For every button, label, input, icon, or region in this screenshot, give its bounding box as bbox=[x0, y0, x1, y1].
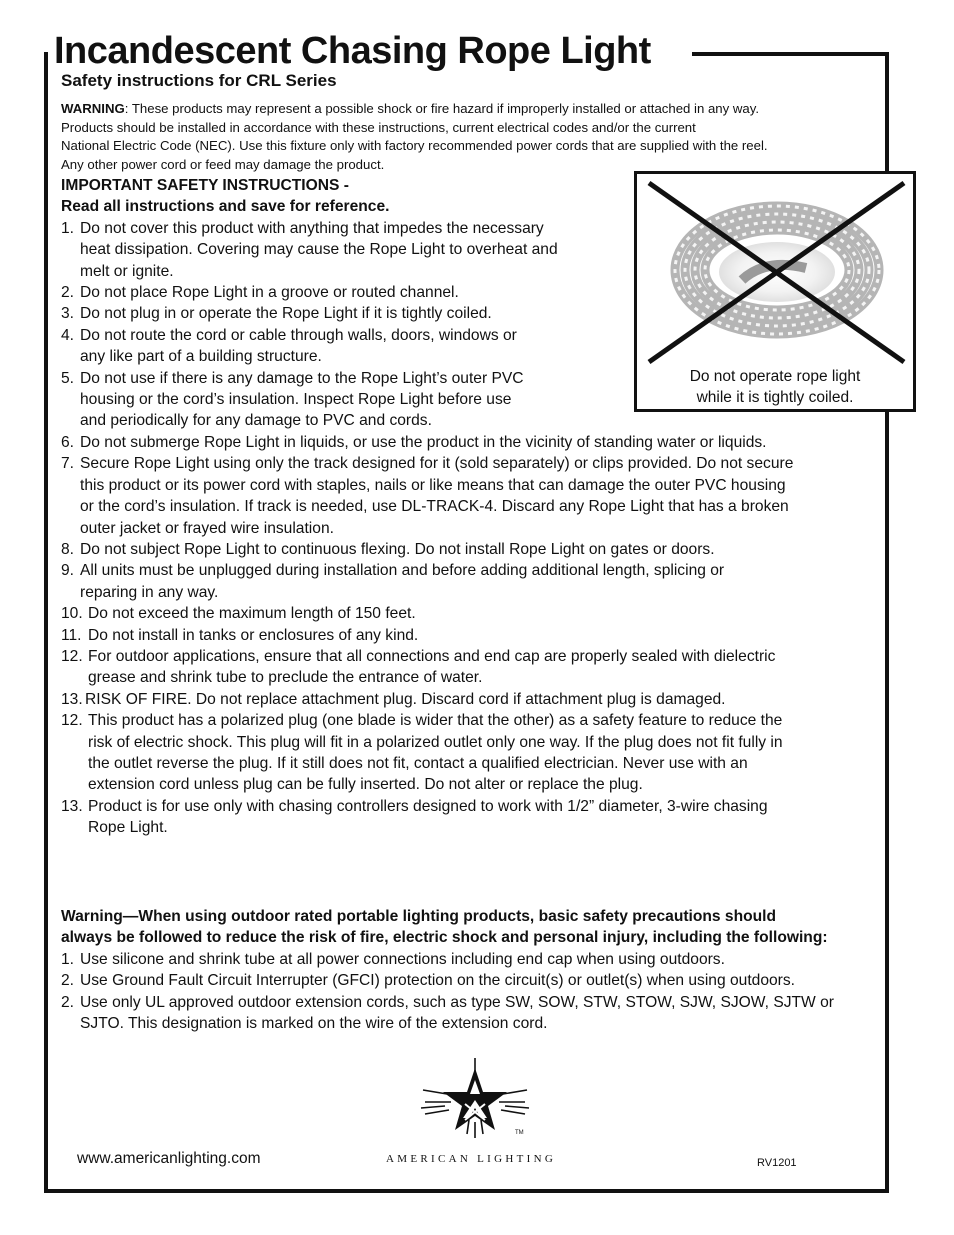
list-item bbox=[61, 368, 620, 432]
list-item-number: 9. bbox=[61, 562, 75, 580]
list-item-line: RISK OF FIRE. Do not replace attachment plug. Discard cord if attachment plug is damaged. bbox=[85, 690, 726, 708]
list-item bbox=[61, 710, 861, 796]
outdoor-heading: Warning—When using outdoor rated portable lighting products, basic safety precautions should bbox=[61, 908, 777, 925]
list-item-line: grease and shrink tube to preclude the entrance of water. bbox=[88, 669, 483, 687]
list-item-line: risk of electric shock. This plug will fit in a polarized outlet only one way. If the plug does not fit fully in bbox=[88, 733, 783, 751]
list-item-number: 10. bbox=[61, 605, 83, 623]
coiled-rope-warning-figure bbox=[634, 171, 916, 412]
list-item-line: this product or its power cord with staples, nails or like means that can damage the outer PVC housing bbox=[80, 476, 786, 494]
list-item-number: 3. bbox=[61, 305, 75, 323]
warning-line: : These products may represent a possible shock or fire hazard if improperly installed or attached in any way. bbox=[124, 101, 760, 116]
warning-paragraph bbox=[61, 100, 861, 174]
outdoor-warning bbox=[61, 906, 861, 1034]
list-item bbox=[61, 603, 861, 624]
warning-line: Any other power cord or feed may damage the product. bbox=[61, 156, 385, 172]
list-item-line: SJTO. This designation is marked on the wire of the extension cord. bbox=[80, 1015, 548, 1033]
revision-code: RV1201 bbox=[757, 1157, 797, 1169]
list-item-number: 13. bbox=[61, 797, 83, 815]
list-item bbox=[61, 560, 861, 603]
list-item bbox=[61, 625, 861, 646]
list-item-line: Do not submerge Rope Light in liquids, or use the product in the vicinity of standing water or liquids. bbox=[80, 433, 767, 451]
list-item bbox=[61, 539, 861, 560]
list-item bbox=[61, 325, 620, 368]
list-item-number: 13. bbox=[61, 690, 83, 708]
page-subtitle: Safety instructions for CRL Series bbox=[61, 71, 337, 90]
star-logo-icon bbox=[415, 1058, 535, 1148]
trademark-mark: TM bbox=[515, 1130, 524, 1136]
list-item-number: 12. bbox=[61, 712, 83, 730]
list-item-number: 12. bbox=[61, 647, 83, 665]
list-item-number: 4. bbox=[61, 326, 75, 344]
list-item-line: heat dissipation. Covering may cause the Rope Light to overheat and bbox=[80, 241, 558, 259]
list-item-line: melt or ignite. bbox=[80, 262, 174, 280]
list-item-line: housing or the cord’s insulation. Inspect Rope Light before use bbox=[80, 391, 512, 409]
caption-line: Do not operate rope light bbox=[689, 368, 861, 385]
list-item-line: Do not place Rope Light in a groove or routed channel. bbox=[80, 284, 459, 302]
list-item-line: Secure Rope Light using only the track designed for it (sold separately) or clips provided. Do not secure bbox=[80, 455, 794, 473]
list-item-line: Do not subject Rope Light to continuous flexing. Do not install Rope Light on gates or doors. bbox=[80, 540, 715, 558]
list-item-line: Use only UL approved outdoor extension cords, such as type SW, SOW, STW, STOW, SJW, SJOW, SJTW or bbox=[80, 993, 834, 1011]
page-title: Incandescent Chasing Rope Light bbox=[54, 27, 665, 75]
list-item-line: extension cord unless plug can be fully inserted. Do not alter or replace the plug. bbox=[88, 776, 643, 794]
list-item-number: 6. bbox=[61, 433, 75, 451]
frame-top-rule bbox=[692, 52, 889, 56]
warning-line: Products should be installed in accordance with these instructions, current electrical codes and/or the current bbox=[61, 119, 696, 135]
list-item-line: This product has a polarized plug (one blade is wider that the other) as a safety feature to reduce the bbox=[88, 712, 783, 730]
brand-wordmark: AMERICAN LIGHTING bbox=[386, 1153, 557, 1165]
list-item bbox=[61, 218, 620, 282]
list-item-line: Do not cover this product with anything that impedes the necessary bbox=[80, 219, 544, 237]
list-item-number: 2. bbox=[61, 993, 75, 1011]
list-item-line: All units must be unplugged during installation and before adding additional length, splicing or bbox=[80, 562, 725, 580]
list-item bbox=[61, 796, 861, 839]
list-item-number: 2. bbox=[61, 972, 75, 990]
list-item-number: 11. bbox=[61, 626, 82, 644]
list-item-line: Use Ground Fault Circuit Interrupter (GFCI) protection on the circuit(s) or outlet(s) when using outdoors. bbox=[80, 972, 795, 990]
list-item-number: 1. bbox=[61, 950, 75, 968]
list-item-line: and periodically for any damage to PVC and cords. bbox=[80, 412, 432, 430]
website-url[interactable]: www.americanlighting.com bbox=[77, 1150, 261, 1167]
list-item-number: 5. bbox=[61, 369, 75, 387]
american-lighting-logo bbox=[415, 1058, 535, 1153]
list-item-line: the outlet reverse the plug. If it still does not fit, contact a qualified electrician. Never use with an bbox=[88, 754, 748, 772]
list-item-line: Rope Light. bbox=[88, 819, 168, 837]
list-item-line: Do not install in tanks or enclosures of any kind. bbox=[88, 626, 419, 644]
list-item-line: or the cord’s insulation. If track is needed, use DL-TRACK-4. Discard any Rope Light that has a broken bbox=[80, 498, 789, 516]
list-item bbox=[61, 992, 861, 1035]
important-heading: IMPORTANT SAFETY INSTRUCTIONS - bbox=[61, 177, 349, 194]
list-item-line: Use silicone and shrink tube at all power connections including end cap when using outdoors. bbox=[80, 950, 725, 968]
list-item-line: outer jacket or frayed wire insulation. bbox=[80, 519, 334, 537]
list-item-line: Product is for use only with chasing controllers designed to work with 1/2” diameter, 3-wire chasing bbox=[88, 797, 768, 815]
list-item bbox=[61, 646, 861, 689]
list-item-line: reparing in any way. bbox=[80, 583, 219, 601]
crossed-coil-icon bbox=[646, 180, 908, 365]
list-item-number: 1. bbox=[61, 219, 75, 237]
list-item bbox=[61, 689, 861, 710]
list-item-number: 2. bbox=[61, 284, 75, 302]
list-item-line: Do not plug in or operate the Rope Light if it is tightly coiled. bbox=[80, 305, 492, 323]
warning-line: National Electric Code (NEC). Use this fixture only with factory recommended power cords that are supplied with the reel. bbox=[61, 138, 768, 153]
list-item bbox=[61, 453, 861, 539]
list-item-line: Do not exceed the maximum length of 150 feet. bbox=[88, 605, 416, 623]
list-item-line: For outdoor applications, ensure that all connections and end cap are properly sealed with dielectric bbox=[88, 647, 776, 665]
list-item bbox=[61, 970, 861, 991]
list-item-number: 8. bbox=[61, 540, 75, 558]
list-item bbox=[61, 432, 861, 453]
list-item-line: any like part of a building structure. bbox=[80, 348, 322, 366]
important-subheading: Read all instructions and save for reference. bbox=[61, 198, 390, 216]
list-item-line: Do not route the cord or cable through walls, doors, windows or bbox=[80, 326, 517, 344]
list-item-line: Do not use if there is any damage to the Rope Light’s outer PVC bbox=[80, 369, 524, 387]
outdoor-list bbox=[61, 949, 861, 1035]
list-item-number: 7. bbox=[61, 455, 75, 473]
figure-caption bbox=[637, 366, 913, 408]
list-item bbox=[61, 949, 861, 970]
outdoor-heading-cont: always be followed to reduce the risk of fire, electric shock and personal injury, including the following: bbox=[61, 929, 828, 947]
caption-line: while it is tightly coiled. bbox=[696, 389, 854, 406]
warning-label: WARNING bbox=[61, 101, 125, 116]
